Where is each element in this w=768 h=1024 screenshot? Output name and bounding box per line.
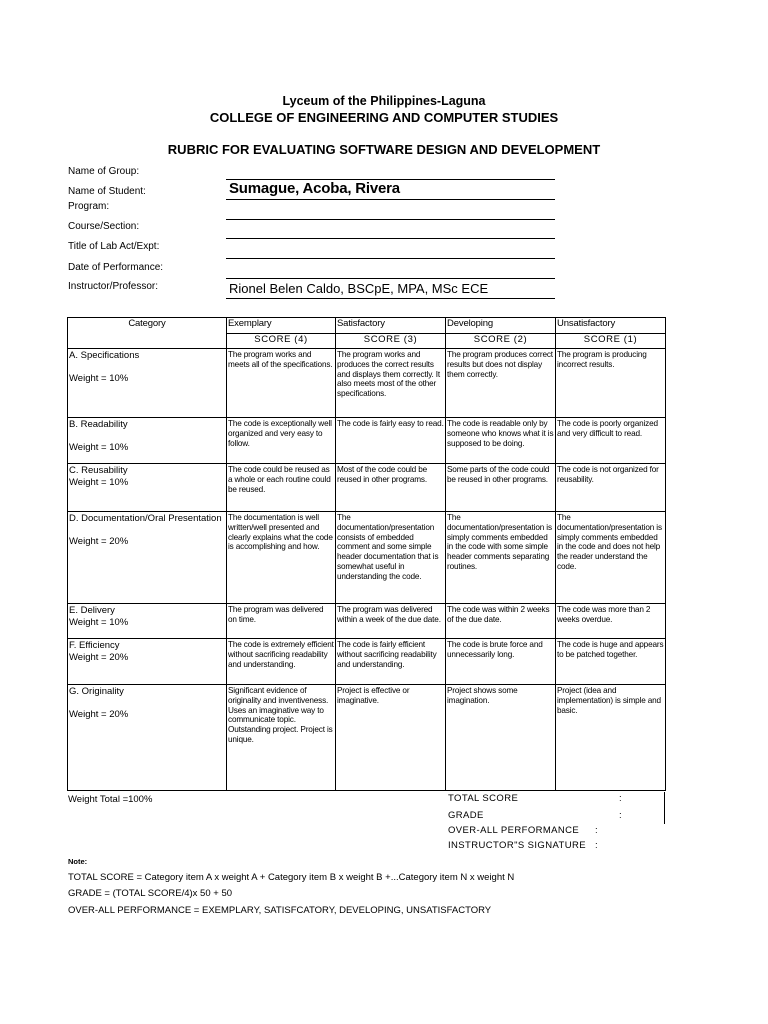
category-cell (68, 349, 227, 418)
title-line[interactable] (226, 258, 555, 259)
note-label: Note: (68, 857, 88, 866)
category-weight: Weight = 10% (69, 441, 129, 453)
date-label: Date of Performance: (68, 262, 164, 273)
category-weight: Weight = 10% (69, 476, 129, 488)
criteria-cell: The documentation/presentation is simply comments embedded in the code and does not help the reader understand the code. (556, 512, 666, 604)
grade-colon: : (619, 810, 622, 821)
total-score-label: TOTAL SCORE (448, 793, 519, 804)
category-name: G. Originality (69, 686, 124, 697)
total-score-colon: : (619, 793, 622, 804)
table-row (68, 349, 666, 418)
student-line (226, 199, 555, 200)
overall-colon: : (595, 825, 598, 836)
category-name: F. Efficiency (69, 640, 120, 651)
category-name: D. Documentation/Oral Presentation (69, 513, 222, 524)
criteria-cell: The code is readable only by someone who knows what it is supposed to be doing. (446, 418, 556, 464)
criteria-cell: The program works and meets all of the specifications. (227, 349, 336, 418)
criteria-cell: The code is brute force and unnecessarily long. (446, 639, 556, 685)
title-label: Title of Lab Act/Expt: (68, 241, 160, 252)
table-row (68, 512, 666, 604)
group-label: Name of Group: (68, 166, 140, 177)
category-cell (68, 604, 227, 639)
program-line[interactable] (226, 219, 555, 220)
category-cell (68, 685, 227, 791)
note-grade: GRADE = (TOTAL SCORE/4)x 50 + 50 (68, 888, 233, 899)
course-label: Course/Section: (68, 221, 140, 232)
summary-divider (664, 792, 665, 824)
level-header-row (68, 318, 666, 334)
criteria-cell: The code is fairly efficient without sacrificing readability and understanding. (336, 639, 446, 685)
rubric-table (67, 317, 666, 791)
date-line[interactable] (226, 278, 555, 279)
college-name: COLLEGE OF ENGINEERING AND COMPUTER STUDIES (209, 110, 559, 125)
rubric-title: RUBRIC FOR EVALUATING SOFTWARE DESIGN AND DEVELOPMENT (167, 142, 601, 157)
criteria-cell: The program was delivered within a week of the due date. (336, 604, 446, 639)
note-total-score: TOTAL SCORE = Category item A x weight A + Category item B x weight B +...Category item N x weight N (68, 872, 515, 883)
criteria-cell: The code is poorly organized and very difficult to read. (556, 418, 666, 464)
category-weight: Weight = 20% (69, 535, 129, 547)
category-weight: Weight = 10% (69, 372, 129, 384)
signature-colon: : (595, 840, 598, 851)
category-weight: Weight = 10% (69, 616, 129, 628)
table-row (68, 685, 666, 791)
criteria-cell: The program was delivered on time. (227, 604, 336, 639)
course-line[interactable] (226, 238, 555, 239)
category-cell (68, 639, 227, 685)
category-name: B. Readability (69, 419, 128, 430)
category-weight: Weight = 20% (69, 708, 129, 720)
instructor-label: Instructor/Professor: (68, 281, 159, 292)
criteria-cell: The code is fairly easy to read. (336, 418, 446, 464)
category-name: E. Delivery (69, 605, 115, 616)
criteria-cell: The documentation/presentation is simply comments embedded in the code with some simple header comments separating routines. (446, 512, 556, 604)
category-name: C. Reusability (69, 465, 128, 476)
criteria-cell: The program is producing incorrect results. (556, 349, 666, 418)
criteria-cell: The code is exceptionally well organized and very easy to follow. (227, 418, 336, 464)
instructor-value[interactable]: Rionel Belen Caldo, BSCpE, MPA, MSc ECE (229, 281, 489, 296)
grade-label: GRADE (448, 810, 484, 821)
criteria-cell: The documentation is well written/well presented and clearly explains what the code is accomplishing and how. (227, 512, 336, 604)
score-2: SCORE (2) (446, 334, 556, 349)
table-row (68, 464, 666, 512)
criteria-cell: The code was within 2 weeks of the due date. (446, 604, 556, 639)
signature-label: INSTRUCTOR"S SIGNATURE (448, 840, 586, 851)
level-exemplary: Exemplary (227, 318, 336, 334)
category-weight: Weight = 20% (69, 651, 129, 663)
table-row (68, 639, 666, 685)
category-header: Category (68, 318, 227, 349)
criteria-cell: Significant evidence of originality and inventiveness. Uses an imaginative way to communicate topic. Outstanding project. Project is unique. (227, 685, 336, 791)
criteria-cell: The program produces correct results but does not display them correctly. (446, 349, 556, 418)
criteria-cell: The code was more than 2 weeks overdue. (556, 604, 666, 639)
student-label: Name of Student: (68, 186, 146, 197)
criteria-cell: The documentation/presentation consists of embedded comment and some simple header documentation that is somewhat useful in understanding the code. (336, 512, 446, 604)
level-developing: Developing (446, 318, 556, 334)
student-value[interactable]: Sumague, Acoba, Rivera (229, 180, 400, 197)
level-unsatisfactory: Unsatisfactory (556, 318, 666, 334)
overall-label: OVER-ALL PERFORMANCE (448, 825, 580, 836)
category-cell (68, 464, 227, 512)
program-label: Program: (68, 201, 110, 212)
criteria-cell: Project shows some imagination. (446, 685, 556, 791)
criteria-cell: The program works and produces the correct results and displays them correctly. It also meets most of the other specifications. (336, 349, 446, 418)
school-name: Lyceum of the Philippines-Laguna (282, 94, 486, 108)
criteria-cell: The code is huge and appears to be patched together. (556, 639, 666, 685)
score-4: SCORE (4) (227, 334, 336, 349)
criteria-cell: The code could be reused as a whole or each routine could be reused. (227, 464, 336, 512)
criteria-cell: The code is extremely efficient without sacrificing readability and understanding. (227, 639, 336, 685)
score-3: SCORE (3) (336, 334, 446, 349)
criteria-cell: Project (idea and implementation) is simple and basic. (556, 685, 666, 791)
criteria-cell: The code is not organized for reusability. (556, 464, 666, 512)
level-satisfactory: Satisfactory (336, 318, 446, 334)
criteria-cell: Some parts of the code could be reused in other programs. (446, 464, 556, 512)
note-overall: OVER-ALL PERFORMANCE = EXEMPLARY, SATISFCATORY, DEVELOPING, UNSATISFACTORY (68, 905, 492, 916)
category-name: A. Specifications (69, 350, 140, 361)
score-1: SCORE (1) (556, 334, 666, 349)
table-row (68, 418, 666, 464)
criteria-cell: Most of the code could be reused in other programs. (336, 464, 446, 512)
criteria-cell: Project is effective or imaginative. (336, 685, 446, 791)
category-cell (68, 418, 227, 464)
weight-total: Weight Total =100% (68, 794, 153, 805)
instructor-line (226, 298, 555, 299)
table-row (68, 604, 666, 639)
category-cell (68, 512, 227, 604)
